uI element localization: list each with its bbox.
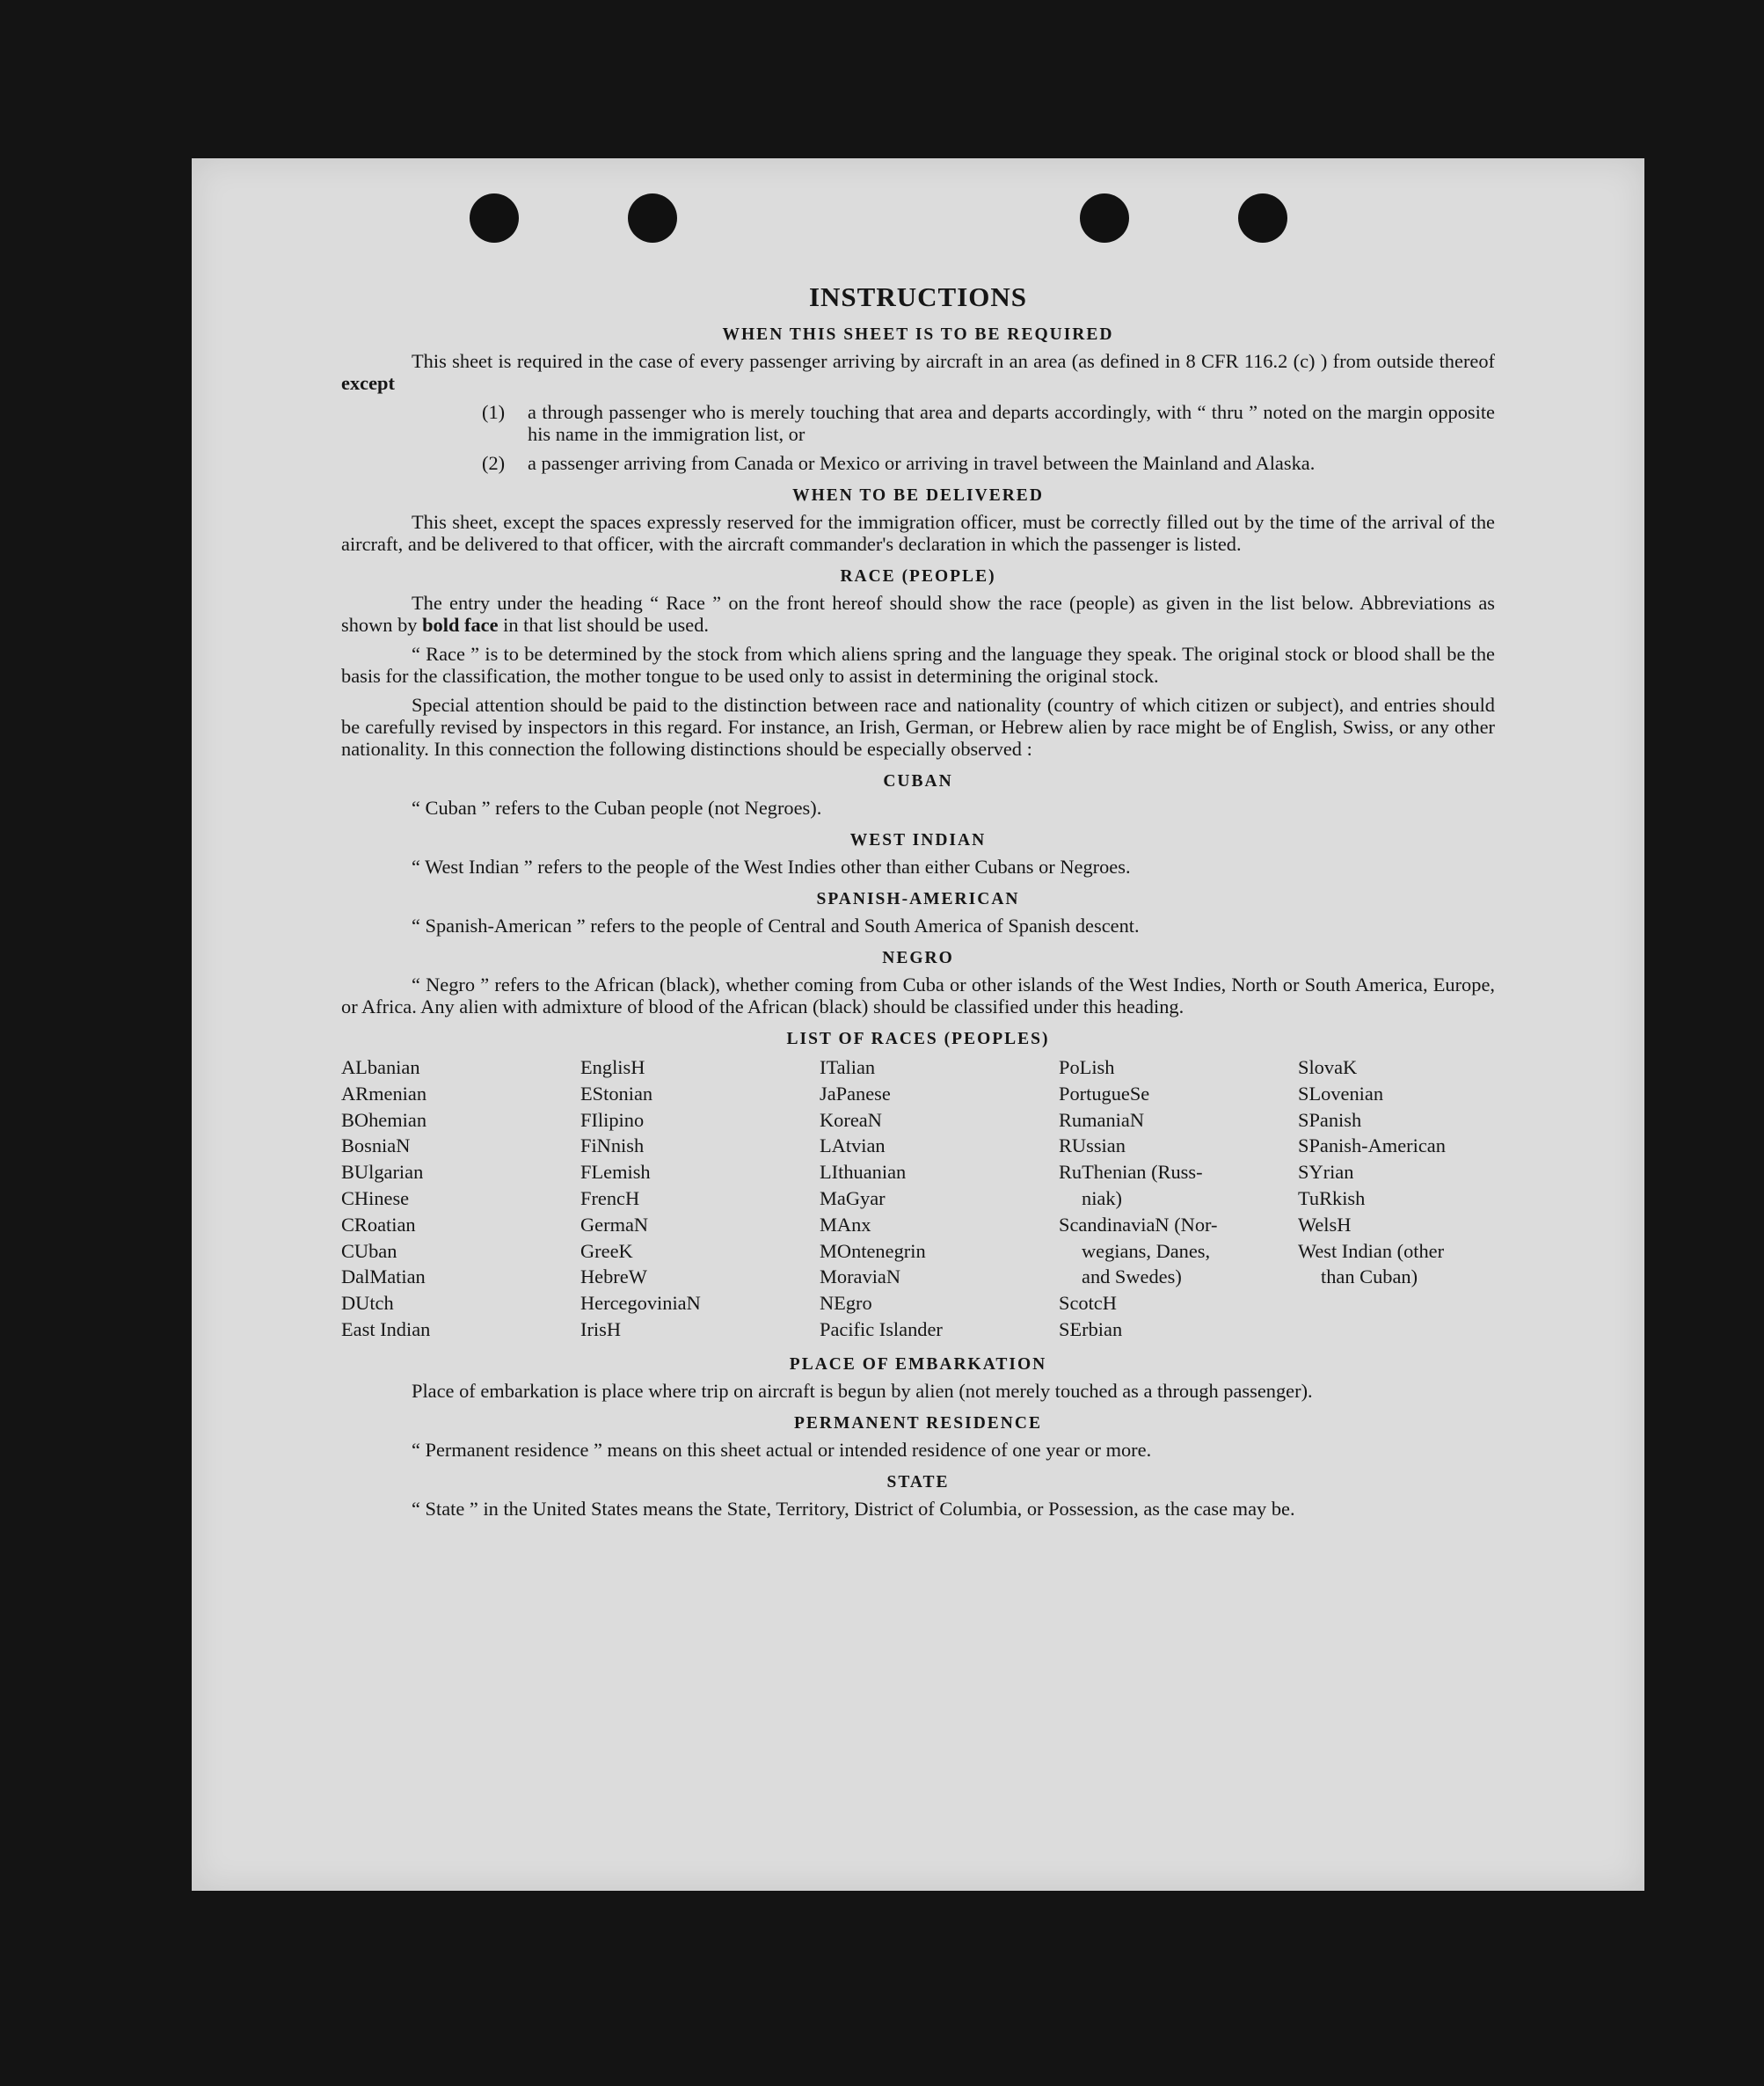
race-item: ScandinaviaN (Nor-	[1059, 1213, 1218, 1236]
race-column-5	[1298, 1054, 1495, 1343]
race-item: RumaniaN	[1059, 1108, 1145, 1131]
race-item: JaPanese	[820, 1082, 891, 1105]
instructions-content	[341, 281, 1495, 1520]
section-heading-cuban: CUBAN	[883, 772, 953, 791]
race-paragraph-2: “ Race ” is to be determined by the stock from which aliens spring and the language they speak. The original stock or blood shall be the basis for the classification, the mother tongue to be used only to assist in determining the original stock.	[341, 643, 1495, 687]
race-item: HebreW	[580, 1265, 647, 1288]
race-item: WelsH	[1298, 1213, 1352, 1236]
race-item: ARmenian	[341, 1082, 427, 1105]
race-item: BOhemian	[341, 1108, 427, 1131]
race-item: Pacific Islander	[820, 1317, 943, 1340]
race-item: SPanish	[1298, 1108, 1362, 1131]
race-item: MoraviaN	[820, 1265, 901, 1288]
race-item: RuThenian (Russ-	[1059, 1161, 1203, 1184]
race-column-3	[820, 1054, 1059, 1343]
race-item: SYrian	[1298, 1161, 1354, 1184]
punch-hole	[470, 193, 519, 243]
race-item: BUlgarian	[341, 1161, 424, 1184]
section-heading-embarkation: PLACE OF EMBARKATION	[789, 1354, 1047, 1374]
race-item: DalMatian	[341, 1265, 426, 1288]
document-sheet	[192, 158, 1644, 1891]
race-item: CHinese	[341, 1186, 410, 1209]
race-item: West Indian (other	[1298, 1239, 1445, 1262]
section-heading-delivered: WHEN TO BE DELIVERED	[792, 486, 1044, 505]
race-item: MaGyar	[820, 1186, 886, 1209]
race-item: SPanish-American	[1298, 1134, 1446, 1157]
negro-paragraph: “ Negro ” refers to the African (black), whether coming from Cuba or other islands of the West Indies, North or South America, Europe, or Africa. Any alien with admixture of blood of the African (black) should be classified under this heading.	[341, 974, 1495, 1017]
race-item: EnglisH	[580, 1056, 645, 1078]
residence-paragraph: “ Permanent residence ” means on this sheet actual or intended residence of one year or more.	[412, 1438, 1152, 1461]
race-item: SErbian	[1059, 1317, 1123, 1340]
section-heading-residence: PERMANENT RESIDENCE	[794, 1413, 1042, 1433]
race-column-4	[1059, 1054, 1298, 1343]
required-exception-2: (2) a passenger arriving from Canada or Mexico or arriving in travel between the Mainland and Alaska.	[482, 452, 1316, 474]
race-item: GermaN	[580, 1213, 649, 1236]
race-item: LAtvian	[820, 1134, 886, 1157]
race-column-1	[341, 1054, 580, 1343]
required-paragraph: This sheet is required in the case of every passenger arriving by aircraft in an area (as defined in 8 CFR 116.2 (c) ) from outside thereof except	[341, 350, 1495, 394]
section-heading-west-indian: WEST INDIAN	[849, 831, 987, 850]
race-item: FiNnish	[580, 1134, 645, 1157]
race-item: KoreaN	[820, 1108, 882, 1131]
race-item: FIlipino	[580, 1108, 645, 1131]
race-item: DUtch	[341, 1292, 394, 1315]
race-item: MOntenegrin	[820, 1239, 926, 1262]
race-item-continuation: and Swedes)	[1082, 1265, 1182, 1288]
race-item: NEgro	[820, 1292, 872, 1315]
race-item: GreeK	[580, 1239, 633, 1262]
section-heading-required: WHEN THIS SHEET IS TO BE REQUIRED	[722, 325, 1114, 344]
race-item: IrisH	[580, 1317, 622, 1340]
embarkation-paragraph: Place of embarkation is place where trip on aircraft is begun by alien (not merely touched as a through passenger).	[412, 1379, 1313, 1402]
required-exception-1: (1) a through passenger who is merely touching that area and departs accordingly, with “ thru ” noted on the margin opposite his name in the immigration list, or	[482, 401, 1495, 445]
race-item: SLovenian	[1298, 1082, 1384, 1105]
section-heading-race: RACE (PEOPLE)	[840, 567, 996, 586]
race-item-continuation: niak)	[1082, 1186, 1123, 1209]
race-item-continuation: wegians, Danes,	[1082, 1239, 1211, 1262]
punch-hole	[1238, 193, 1287, 243]
race-paragraph-3: Special attention should be paid to the distinction between race and nationality (country of which citizen or subject), and entries should be carefully revised by inspectors in this regard. For instance, an Irish, German, or Hebrew alien by race might be of English, Swiss, or any other nationality. In this connection the following distinctions should be especially observed :	[341, 694, 1495, 760]
race-item: ALbanian	[341, 1056, 420, 1078]
race-item: PortugueSe	[1059, 1082, 1150, 1105]
race-column-2	[580, 1054, 820, 1343]
race-item: RUssian	[1059, 1134, 1126, 1157]
delivered-paragraph: This sheet, except the spaces expressly reserved for the immigration officer, must be correctly filled out by the time of the arrival of the aircraft, and be delivered to that officer, with the aircraft commander's declaration in which the passenger is listed.	[341, 511, 1495, 555]
race-item: ScotcH	[1059, 1292, 1117, 1315]
page-title: INSTRUCTIONS	[808, 281, 1027, 312]
race-list	[341, 1054, 1495, 1343]
race-item: FrencH	[580, 1186, 640, 1209]
punch-hole	[628, 193, 677, 243]
race-item: CRoatian	[341, 1213, 416, 1236]
race-item: FLemish	[580, 1161, 651, 1184]
cuban-paragraph: “ Cuban ” refers to the Cuban people (not Negroes).	[412, 797, 822, 819]
spanish-american-paragraph: “ Spanish-American ” refers to the people of Central and South America of Spanish descent.	[412, 915, 1140, 937]
race-item: PoLish	[1059, 1056, 1115, 1078]
race-item: EStonian	[580, 1082, 653, 1105]
punch-hole	[1080, 193, 1129, 243]
race-paragraph-1: The entry under the heading “ Race ” on the front hereof should show the race (people) as given in the list below. Abbreviations as shown by bold face in that list should be used.	[341, 592, 1495, 636]
west-indian-paragraph: “ West Indian ” refers to the people of the West Indies other than either Cubans or Negroes.	[412, 856, 1131, 878]
race-item: CUban	[341, 1239, 397, 1262]
race-item: East Indian	[341, 1317, 431, 1340]
race-item: ITalian	[820, 1056, 876, 1078]
race-item: MAnx	[820, 1213, 871, 1236]
section-heading-negro: NEGRO	[882, 949, 954, 967]
section-heading-spanish-american: SPANISH-AMERICAN	[816, 890, 1020, 908]
race-item: SlovaK	[1298, 1056, 1358, 1078]
race-item: LIthuanian	[820, 1161, 907, 1184]
race-item-continuation: than Cuban)	[1321, 1265, 1418, 1288]
state-paragraph: “ State ” in the United States means the State, Territory, District of Columbia, or Possession, as the case may be.	[412, 1497, 1295, 1520]
race-item: BosniaN	[341, 1134, 411, 1157]
section-heading-state: STATE	[886, 1472, 950, 1492]
section-heading-list-of-races: LIST OF RACES (PEOPLES)	[786, 1030, 1050, 1048]
race-item: TuRkish	[1298, 1186, 1366, 1209]
race-item: HercegoviniaN	[580, 1292, 701, 1315]
